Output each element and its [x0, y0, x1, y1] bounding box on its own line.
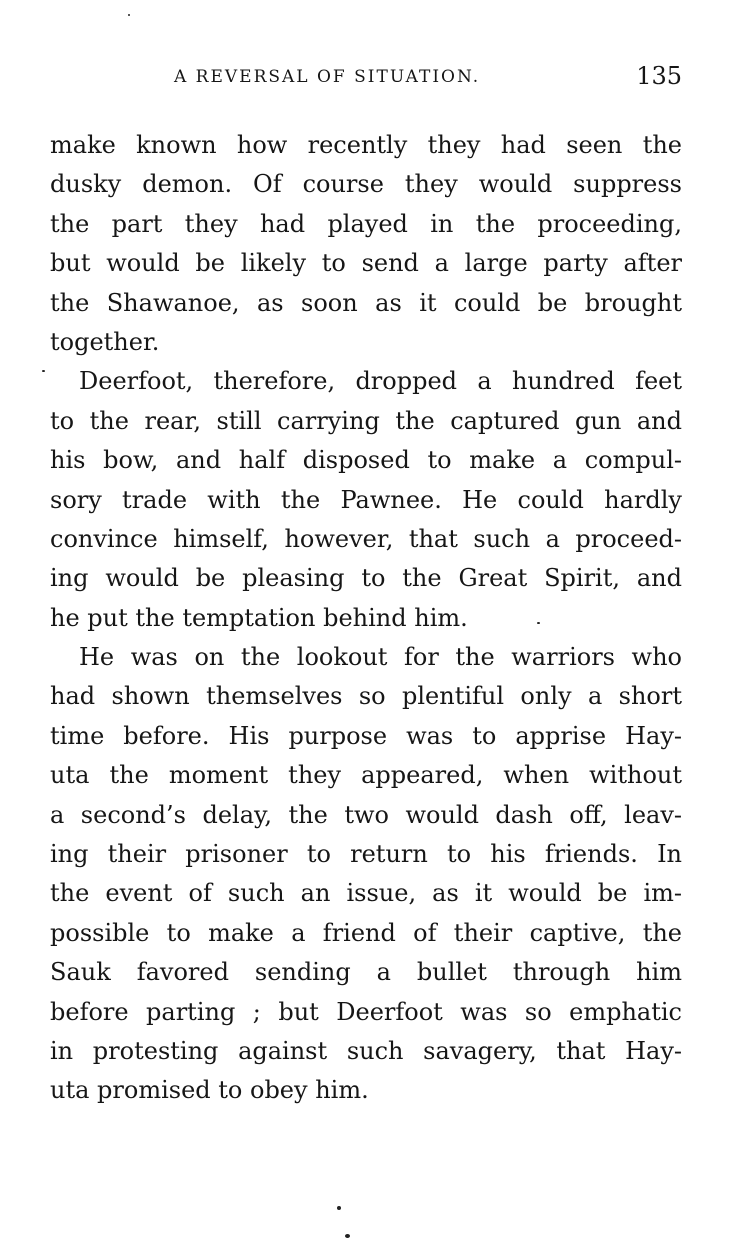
page-number: 135: [636, 62, 682, 90]
text-line: the part they had played in the proceeding,: [50, 209, 682, 238]
text-line: in protesting against such savagery, that Hay-: [50, 1036, 682, 1065]
paragraph-start-line: Deerfoot, therefore, dropped a hundred feet: [79, 367, 682, 396]
scan-speck: [337, 1206, 341, 1210]
text-line: uta promised to obey him.: [50, 1076, 369, 1105]
text-line: the Shawanoe, as soon as it could be brought: [50, 288, 682, 317]
text-line: had shown themselves so plentiful only a short: [50, 682, 682, 711]
scan-speck: [42, 370, 45, 372]
text-line: dusky demon. Of course they would suppress: [50, 170, 682, 199]
text-line: make known how recently they had seen the: [50, 131, 682, 159]
text-line: time before. His purpose was to apprise Hay-: [50, 721, 682, 750]
scan-speck: [128, 14, 130, 16]
text-line: before parting ; but Deerfoot was so emphatic: [50, 997, 682, 1026]
text-line: Sauk favored sending a bullet through him: [50, 958, 682, 987]
text-line: the event of such an issue, as it would be im-: [50, 879, 682, 908]
text-line: he put the temptation behind him.: [50, 603, 468, 632]
scan-speck: [345, 1234, 350, 1238]
text-line: a second’s delay, the two would dash off, leav-: [50, 800, 682, 829]
text-line: his bow, and half disposed to make a compul-: [50, 446, 682, 475]
text-line: uta the moment they appeared, when without: [50, 761, 682, 790]
body-text: [50, 126, 682, 1111]
text-line: but would be likely to send a large party after: [50, 249, 682, 278]
paragraph-start-line: He was on the lookout for the warriors who: [79, 643, 682, 672]
text-line: to the rear, still carrying the captured gun and: [50, 406, 682, 435]
text-line: convince himself, however, that such a proceed-: [50, 524, 682, 553]
scan-speck: [537, 622, 540, 624]
text-line: ing would be pleasing to the Great Spirit, and: [50, 564, 682, 593]
text-line: ing their prisoner to return to his friends. In: [50, 840, 682, 869]
text-line: together.: [50, 327, 160, 356]
page-header: [50, 60, 682, 96]
text-line: possible to make a friend of their captive, the: [50, 918, 682, 947]
running-head: A REVERSAL OF SITUATION.: [174, 67, 481, 87]
text-line: sory trade with the Pawnee. He could hardly: [50, 485, 682, 514]
